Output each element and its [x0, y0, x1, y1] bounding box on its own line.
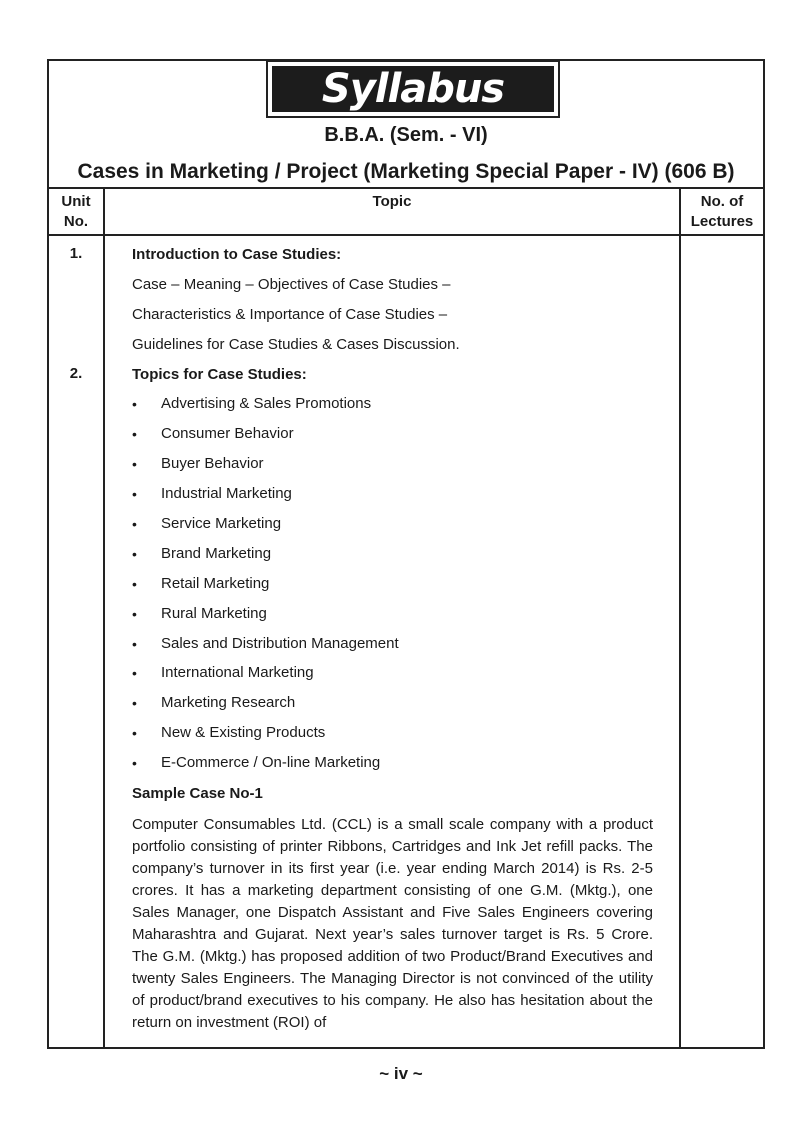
- bullet-icon: •: [132, 426, 137, 442]
- unit-line: Guidelines for Case Studies & Cases Discussion.: [132, 336, 460, 353]
- unit-header-line1: Unit: [61, 193, 91, 210]
- bullet-icon: •: [132, 695, 137, 711]
- topic-column-header: Topic: [372, 193, 412, 210]
- topic-list-item: Advertising & Sales Promotions: [161, 395, 372, 412]
- bullet-icon: •: [132, 396, 137, 412]
- syllabus-banner-fill: [272, 66, 554, 112]
- sample-case-heading: Sample Case No-1: [132, 785, 263, 802]
- lectures-column-header: [681, 192, 763, 232]
- unit-line: Case – Meaning – Objectives of Case Studies –: [132, 276, 451, 293]
- topic-list-item: E-Commerce / On-line Marketing: [161, 754, 381, 771]
- topic-list-item: Brand Marketing: [161, 545, 272, 562]
- unit-number: 1.: [69, 245, 83, 262]
- bullet-icon: •: [132, 606, 137, 622]
- page-number: ~ iv ~: [379, 1064, 423, 1083]
- table-top-rule: [49, 187, 763, 189]
- unit-header-line2: No.: [63, 213, 89, 230]
- syllabus-banner: [266, 60, 560, 118]
- lectures-column-divider: [679, 188, 681, 1048]
- bullet-icon: •: [132, 516, 137, 532]
- topic-list-item: Rural Marketing: [161, 605, 267, 622]
- topic-list-item: International Marketing: [161, 664, 314, 681]
- topic-list-item: Industrial Marketing: [161, 485, 292, 502]
- bullet-icon: •: [132, 486, 137, 502]
- lectures-header-line1: No. of: [700, 193, 744, 210]
- bullet-icon: •: [132, 636, 137, 652]
- bullet-icon: •: [132, 725, 137, 741]
- topic-list-item: Retail Marketing: [161, 575, 270, 592]
- topic-list-item: Service Marketing: [161, 515, 282, 532]
- syllabus-banner-title: Syllabus: [321, 66, 505, 112]
- bullet-icon: •: [132, 456, 137, 472]
- unit-column-header: [49, 192, 103, 232]
- course-code: B.B.A. (Sem. - VI): [324, 124, 488, 146]
- topic-list-item: Consumer Behavior: [161, 425, 294, 442]
- topic-list-item: New & Existing Products: [161, 724, 326, 741]
- unit-column-divider: [103, 188, 105, 1048]
- bullet-icon: •: [132, 755, 137, 771]
- bullet-icon: •: [132, 546, 137, 562]
- unit-line: Characteristics & Importance of Case Studies –: [132, 306, 448, 323]
- bullet-icon: •: [132, 576, 137, 592]
- sample-case-paragraph: Computer Consumables Ltd. (CCL) is a small scale company with a product portfolio consisting of printer Ribbons, Cartridges and Ink Jet refill packs. The company’s turnover in its first year (i.e. year ending March 2014) is Rs. 2-5 crores. It has a marketing department consisting of one G.M. (Mktg.), one Sales Manager, one Dispatch Assistant and Five Sales Engineers covering Maharashtra and Gujarat. Next year’s sales turnover target is Rs. 5 Crore. The G.M. (Mktg.) has proposed addition of two Product/Brand Executives and twenty Sales Engineers. The Managing Director is not convinced of the utility of product/brand executives to his company. He also has hesitation about the return on investment (ROI) of: [132, 816, 653, 1031]
- lectures-header-line2: Lectures: [690, 213, 754, 230]
- topic-list-item: Buyer Behavior: [161, 455, 264, 472]
- topic-list-item: Marketing Research: [161, 694, 296, 711]
- course-title: Cases in Marketing / Project (Marketing Special Paper - IV) (606 B): [77, 160, 735, 183]
- unit-heading: Topics for Case Studies:: [132, 366, 307, 383]
- bullet-icon: •: [132, 665, 137, 681]
- unit-number: 2.: [69, 365, 83, 382]
- table-header-rule: [49, 234, 763, 236]
- unit-heading: Introduction to Case Studies:: [132, 246, 342, 263]
- topic-list-item: Sales and Distribution Management: [161, 635, 399, 652]
